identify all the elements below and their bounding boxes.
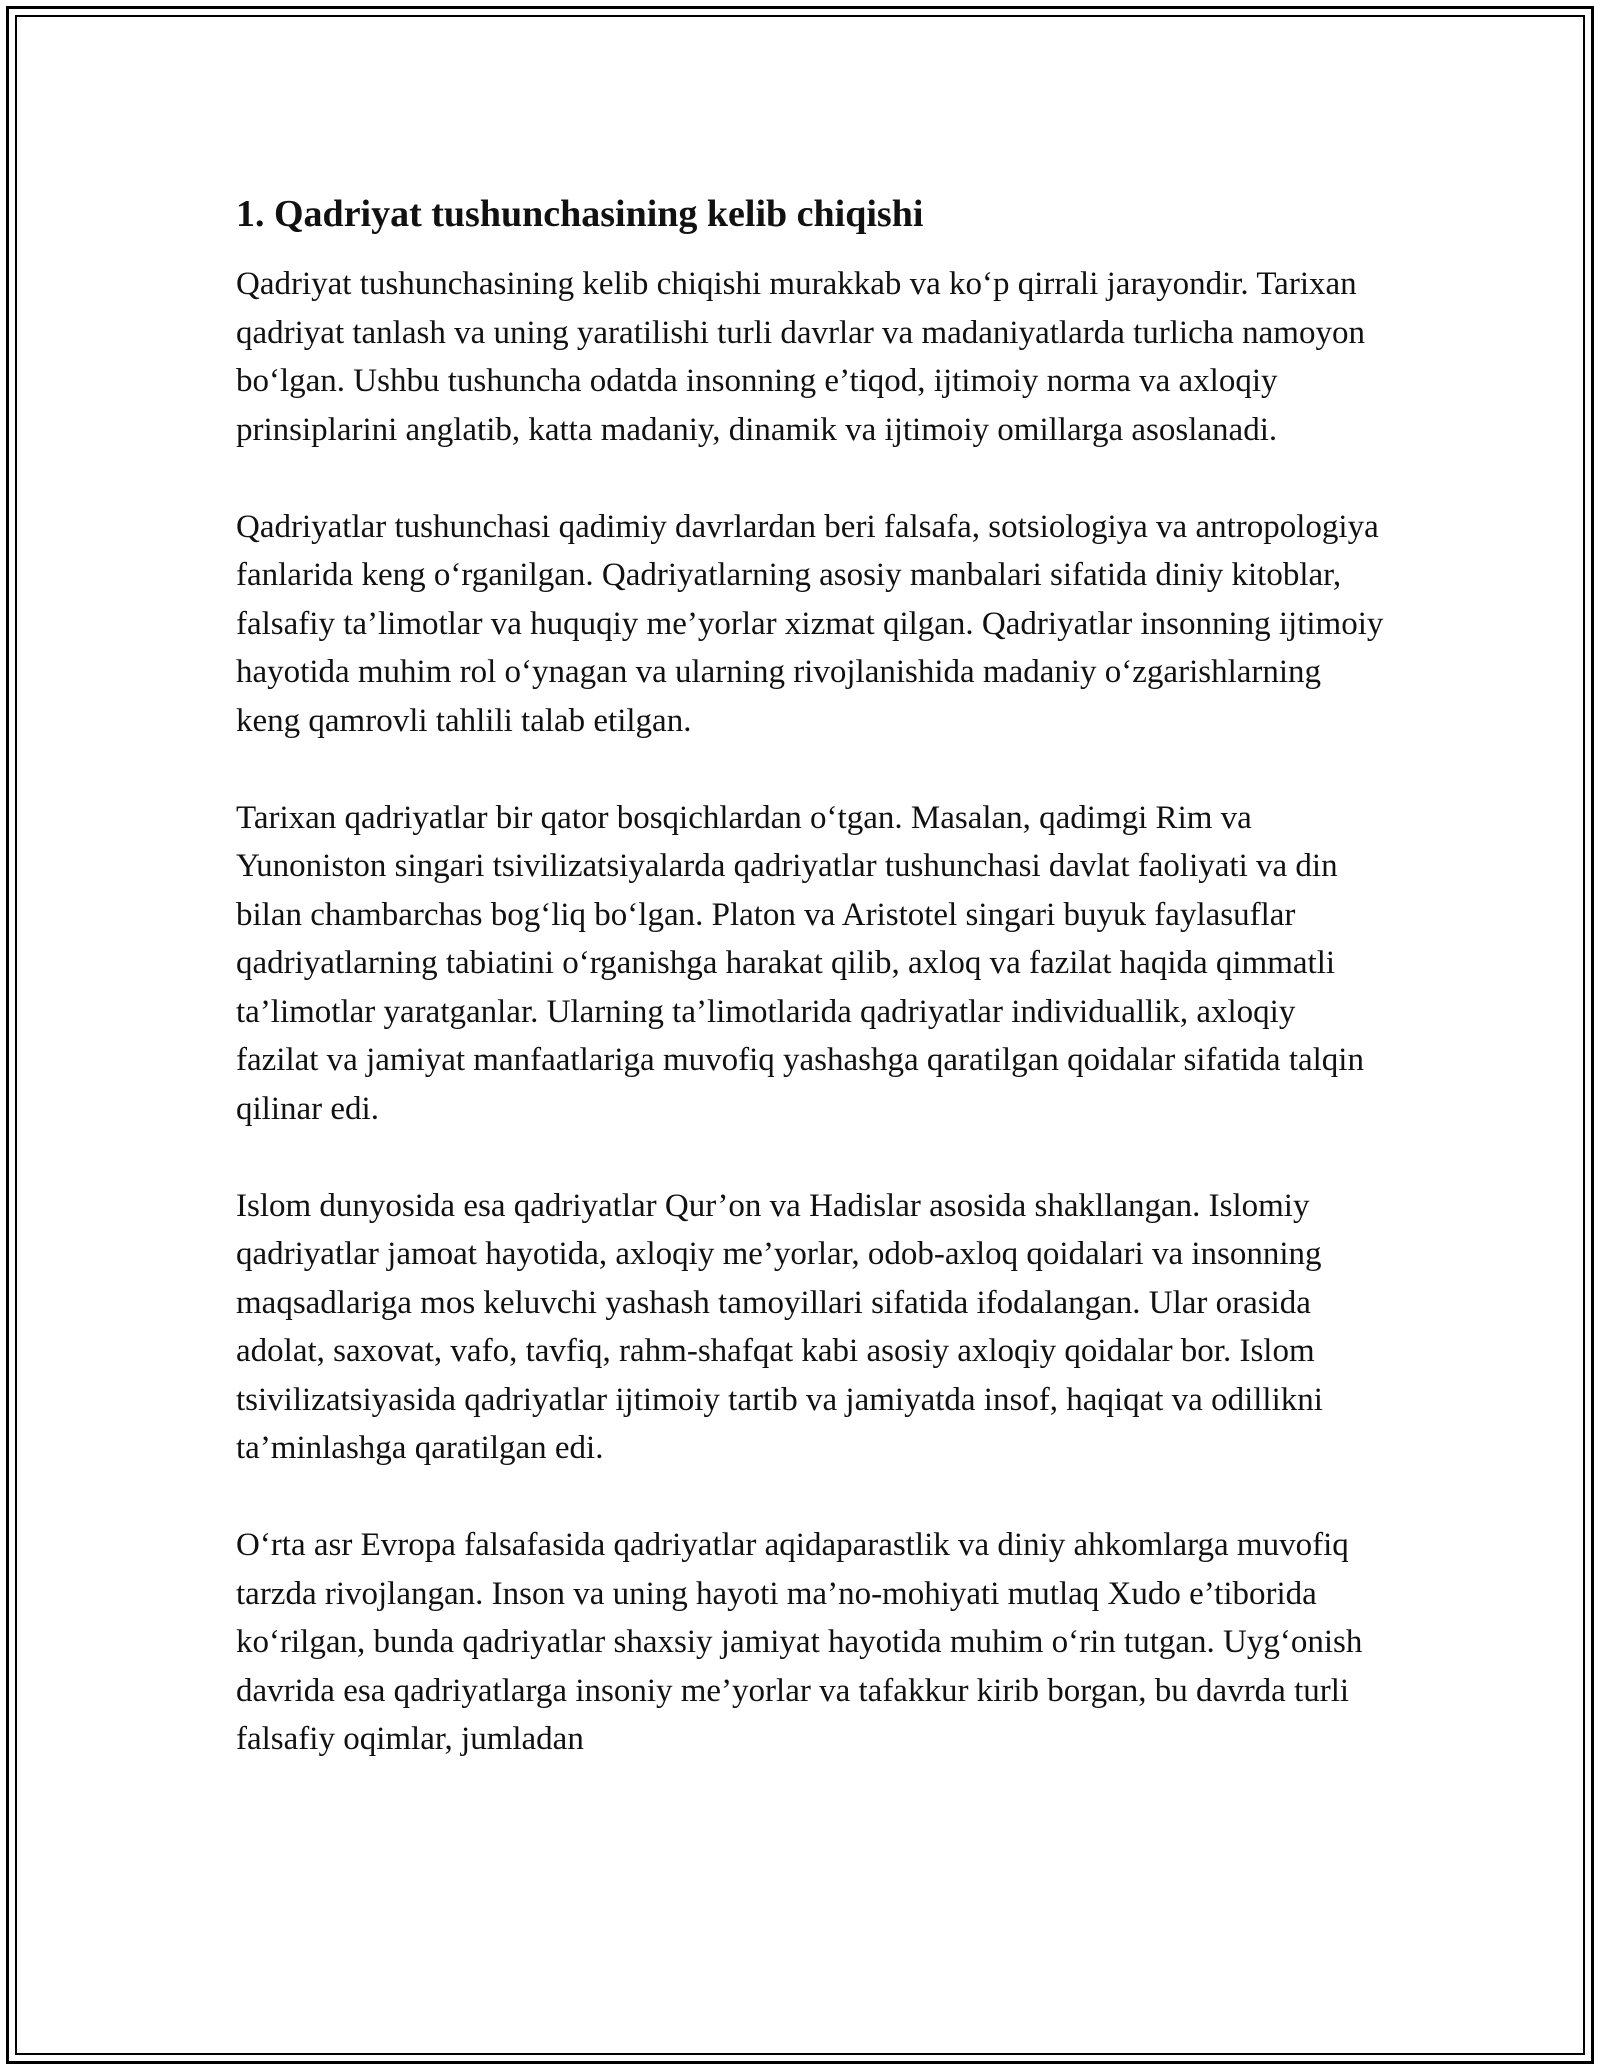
section-heading: 1. Qadriyat tushunchasining kelib chiqishi <box>236 193 924 235</box>
paragraph-2: Qadriyatlar tushunchasi qadimiy davrlardan beri falsafa, sotsiologiya va antropologiya fanlarida keng o‘rganilgan. Qadriyatlarning asosiy manbalari sifatida diniy kitoblar, falsafiy ta’limotlar va huquqiy me’yorlar xizmat qilgan. Qadriyatlar insonning ijtimoiy hayotida muhim rol o‘ynagan va ularning rivojlanishida madaniy o‘zgarishlarning keng qamrovli tahlili talab etilgan. <box>236 508 1384 739</box>
paragraph-3: Tarixan qadriyatlar bir qator bosqichlardan o‘tgan. Masalan, qadimgi Rim va Yunoniston singari tsivilizatsiyalarda qadriyatlar tushunchasi davlat faoliyati va din bilan chambarchas bog‘liq bo‘lgan. Platon va Aristotel singari buyuk faylasuflar qadriyatlarning tabiatini o‘rganishga harakat qilib, axloq va fazilat haqida qimmatli ta’limotlar yaratganlar. Ularning ta’limotlarida qadriyatlar individuallik, axloqiy fazilat va jamiyat manfaatlariga muvofiq yashashga qaratilgan qoidalar sifatida talqin qilinar edi. <box>236 799 1364 1127</box>
paragraph-1: Qadriyat tushunchasining kelib chiqishi murakkab va ko‘p qirrali jarayondir. Tarixan qadriyat tanlash va uning yaratilishi turli davrlar va madaniyatlarda turlicha namoyon bo‘lgan. Ushbu tushuncha odatda insonning e’tiqod, ijtimoiy norma va axloqiy prinsiplarini anglatib, katta madaniy, dinamik va ijtimoiy omillarga asoslanadi. <box>236 266 1365 448</box>
document-body <box>236 186 1386 1764</box>
paragraph-4: Islom dunyosida esa qadriyatlar Qur’on va Hadislar asosida shakllangan. Islomiy qadriyatlar jamoat hayotida, axloqiy me’yorlar, odob-axloq qoidalari va insonning maqsadlariga mos keluvchi yashash tamoyillari sifatida ifodalangan. Ular orasida adolat, saxovat, vafo, tavfiq, rahm-shafqat kabi asosiy axloqiy qoidalar bor. Islom tsivilizatsiyasida qadriyatlar ijtimoiy tartib va jamiyatda insof, haqiqat va odillikni ta’minlashga qaratilgan edi. <box>236 1187 1323 1466</box>
paragraph-5: O‘rta asr Evropa falsafasida qadriyatlar aqidaparastlik va diniy ahkomlarga muvofiq tarzda rivojlangan. Inson va uning hayoti ma’no-mohiyati mutlaq Xudo e’tiborida ko‘rilgan, bunda qadriyatlar shaxsiy jamiyat hayotida muhim o‘rin tutgan. Uyg‘onish davrida esa qadriyatlarga insoniy me’yorlar va tafakkur kirib borgan, bu davrda turli falsafiy oqimlar, jumladan <box>236 1527 1363 1757</box>
